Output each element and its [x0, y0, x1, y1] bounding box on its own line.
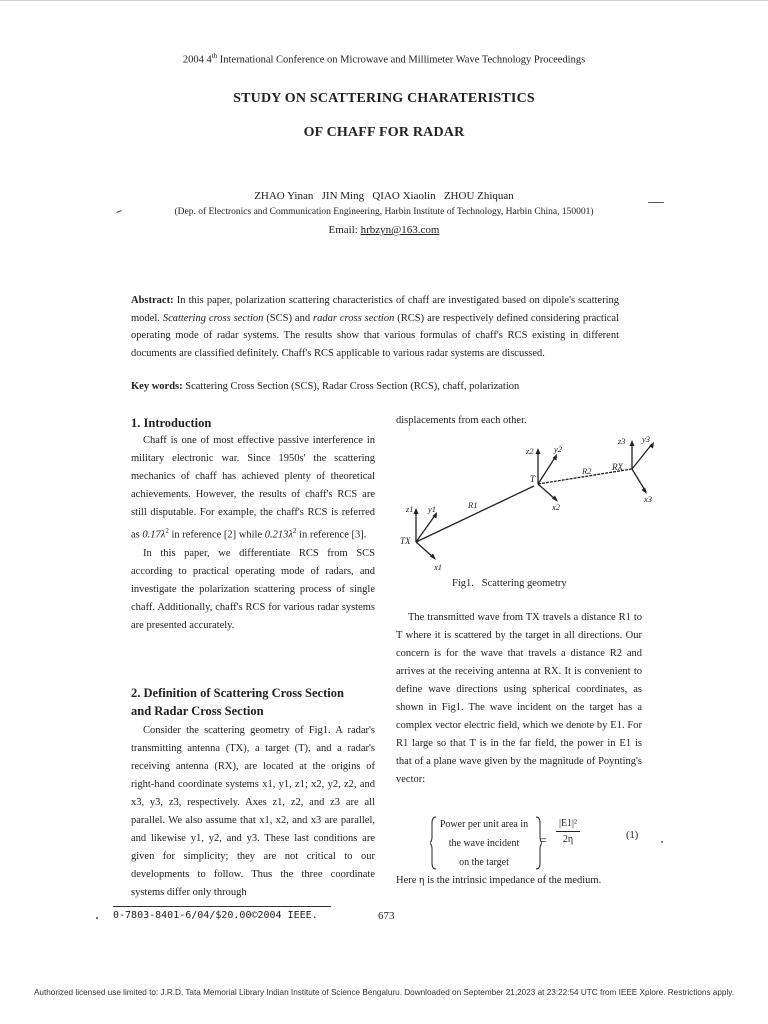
svg-text:R1: R1: [468, 500, 478, 510]
paper-title-line2: OF CHAFF FOR RADAR: [303, 125, 465, 140]
section-heading: [131, 684, 375, 720]
abstract: [131, 292, 619, 362]
keywords-label: Key words:: [131, 381, 183, 392]
equation-1: [430, 815, 645, 871]
paragraph-text: Chaff is one of most effective passive interference in military electronic war. Since 1950s' the scattering mechanics of chaff has achieved plenty of theoretical achievements. However, the results of chaff's RCS are still disputable. For example, the chaff's RCS is referred as: [131, 435, 375, 541]
svg-text:x1: x1: [434, 562, 443, 572]
paragraph-text: The transmitted wave from TX travels a distance R1 to T where it is scattered by the target in all directions. Our concern is for the wave that travels a distance R2 and arrives at the receiving antenna at RX. It is convenient to define wave directions using spherical coordinates, as shown in Fig1. The wave incident on the target has a complex vector electric field, which we denote by E1. For R1 large so that T is in the far field, the power in E1 is that of a plane wave given by the magnitude of Poynting's vector:: [396, 612, 642, 785]
equation-lhs: [430, 815, 538, 872]
svg-text:R2: R2: [582, 466, 592, 476]
paragraph: In this paper, we differentiate RCS from SCS according to practical operating mode of radars, and investigate the polarization scattering process of single chaff. Additionally, chaff's RCS for various radar systems are presented accurately.: [131, 547, 375, 631]
equation-number: (1): [626, 830, 639, 841]
scs-term: Scattering cross section: [162, 312, 264, 324]
abstract-text: (SCS) and: [263, 312, 314, 324]
paper-title-line1: STUDY ON SCATTERING CHARATERISTICS: [233, 91, 535, 106]
svg-text:T: T: [530, 474, 536, 484]
paragraph-text: in reference [2] while: [168, 529, 265, 541]
conference-header: [0, 52, 768, 66]
equals-sign: =: [540, 833, 547, 847]
license-notice: Authorized licensed use limited to: J.R.D. Tata Memorial Library Indian Institute of Science Bengaluru. Downloaded on September 21,2023 at 23:22:54 UTC from IEEE Xplore. Restrictions apply.: [33, 988, 735, 997]
after-equation-text: Here η is the intrinsic impedance of the medium.: [396, 875, 602, 886]
paragraph: Consider the scattering geometry of Fig1. A radar's transmitting antenna (TX), a target (T), and a radar's receiving antenna (RX), are located at the origins of right-hand coordinate systems x1, y1, z1; x2, y2, z2, and x3, y3, z3, respectively. Axes z1, z2, and z3 are all parallel. We also assume that x1, x2, and x3 are parallel, and likewise y1, y2, and y3. These last conditions are given for simplicity; they are not critical to our developments to follow. Thus the three coordinate systems differ only through: [131, 725, 375, 898]
scan-mark: [661, 841, 663, 843]
email-line: [0, 224, 768, 236]
t-y-axis: [538, 456, 556, 484]
svg-text:y1: y1: [428, 504, 437, 514]
svg-text:RX: RX: [612, 462, 623, 472]
svg-text:x2: x2: [552, 502, 561, 512]
abstract-text: In this paper, polarization scattering characteristics of chaff are investigated based on dipole's scattering model.: [131, 295, 619, 324]
affiliation: (Dep. of Electronics and Communication Engineering, Harbin Institute of Technology, Harbin China, 150001): [174, 207, 594, 217]
conference-name: International Conference on Microwave and Millimeter Wave Technology Proceedings: [217, 54, 586, 66]
section-introduction: [131, 414, 375, 635]
svg-text:z2: z2: [526, 446, 534, 456]
svg-text:y3: y3: [642, 434, 651, 444]
scan-mark: [648, 202, 664, 203]
footer-rule: [113, 906, 331, 907]
rcs-term: radar cross section: [313, 312, 395, 324]
abstract-label: Abstract:: [131, 295, 174, 306]
abstract-text: (RCS) are respectively defined considering practical operating mode of radar systems. The results show that various formulas of chaff's RCS existing in different documents are classified definitely. Chaff's RCS applicable to various radar systems are discussed.: [131, 312, 619, 359]
numerator: |E1|²: [558, 818, 578, 829]
continuation-text: displacements from each other.: [396, 415, 527, 426]
scattering-geometry-figure: [396, 432, 664, 572]
top-border: [0, 0, 768, 1]
scan-mark: [96, 917, 98, 919]
email-label: Email:: [328, 224, 361, 236]
rx-y-axis: [632, 444, 652, 469]
keywords-text: Scattering Cross Section (SCS), Radar Cross Section (RCS), chaff, polarization: [182, 381, 520, 392]
email-link[interactable]: hrbzyn@163.com: [360, 224, 440, 236]
copyright-line: 0-7803-8401-6/04/$20.00©2004 IEEE.: [113, 910, 318, 921]
keywords: [131, 381, 619, 392]
heading-line: and Radar Cross Section: [131, 704, 264, 718]
author-list: ZHAO Yinan JIN Ming QIAO Xiaolin ZHOU Zhiquan: [254, 190, 514, 202]
r1-line: [416, 486, 534, 542]
figure-caption: Fig1. Scattering geometry: [452, 578, 567, 589]
eq-line: Power per unit area in: [439, 819, 529, 830]
eq-line: the wave incident: [448, 838, 520, 849]
svg-text:y2: y2: [554, 444, 563, 454]
svg-text:x3: x3: [644, 494, 653, 504]
fraction: [556, 818, 580, 845]
page-number: 673: [378, 910, 395, 922]
math-value: 0.17λ: [142, 529, 166, 541]
svg-text:z1: z1: [406, 504, 414, 514]
section-heading: 1. Introduction: [131, 416, 212, 430]
math-value: 0.213λ: [264, 529, 293, 541]
heading-line: 2. Definition of Scattering Cross Section: [131, 686, 344, 700]
paragraph-text: in reference [3].: [296, 529, 367, 541]
svg-text:TX: TX: [400, 536, 411, 546]
ordinal-suffix: th: [211, 52, 218, 60]
conference-year: 2004 4: [182, 54, 212, 66]
denominator: 2η: [562, 834, 574, 845]
eq-line: on the target: [459, 857, 509, 868]
svg-text:z3: z3: [618, 436, 626, 446]
paragraph: [396, 609, 642, 789]
section-definition: [131, 684, 375, 902]
paragraph: Chaff is one of most effective passive interference in military electronic war. Since 1950s' the scattering mechanics of chaff has achieved plenty of theoretical achievements. However, the results of chaff's RCS are still disputable. For example, the chaff's RCS is referred as $0.17\lambda^2$ in reference [2] while $0.213\lambda^2$ in reference [3].: [131, 435, 375, 541]
